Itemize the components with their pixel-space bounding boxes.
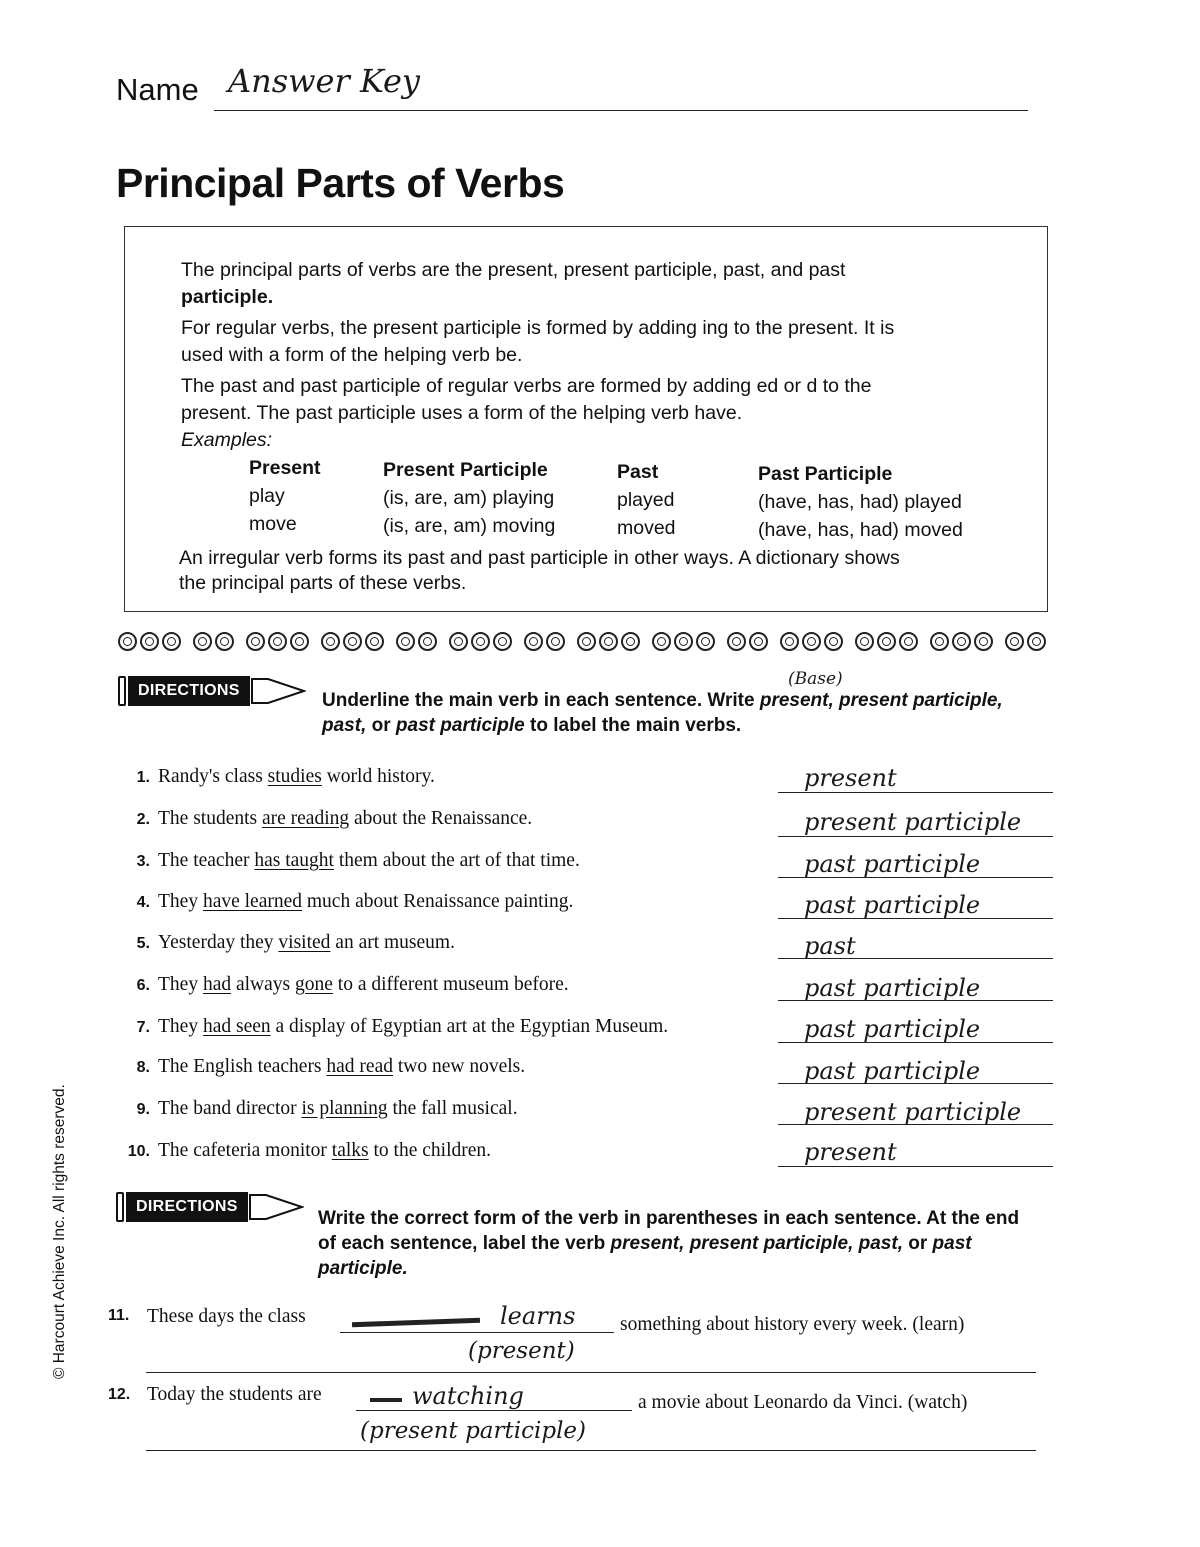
list-item	[112, 891, 772, 913]
sentence-text: world history.	[321, 766, 435, 787]
circle-icon	[365, 632, 384, 651]
main-verb: gone	[295, 974, 333, 995]
sentence-text: Today the students are	[147, 1384, 322, 1405]
sentence-text: a display of Egyptian art at the Egyptian Museum.	[270, 1016, 669, 1037]
circle-icon	[621, 632, 640, 651]
answer-text: past participle	[804, 850, 981, 878]
answer-text: present participle	[804, 1098, 1022, 1126]
circle-icon	[727, 632, 746, 651]
directions-text-part: past	[932, 1233, 972, 1254]
circle-icon	[824, 632, 843, 651]
answer-text: past	[804, 932, 856, 960]
name-value: Answer Key	[228, 62, 420, 100]
answer-text: past participle	[804, 891, 981, 919]
sentence-text: These days the class	[147, 1306, 306, 1327]
directions-text-part: Write the correct form of the verb in parentheses in each sentence. At the end	[318, 1208, 1020, 1229]
answer-text: past participle	[804, 974, 981, 1002]
example-header: Present	[249, 457, 321, 479]
example-cell: moved	[617, 517, 676, 539]
sentence-text: to the children.	[368, 1140, 492, 1161]
circle-icon	[246, 632, 265, 651]
rule-line-5: The past and past participle of regular verbs are formed by adding ed or d to the	[181, 375, 872, 397]
sentence-text: an art museum.	[330, 932, 455, 953]
directions-text-part: past participle	[395, 715, 525, 736]
rule-line-1	[181, 257, 845, 283]
rule-line-3: For regular verbs, the present participle is formed by adding ing to the present. It is	[181, 317, 895, 339]
directions-text-part: present, present participle, past,	[610, 1233, 903, 1254]
directions-label: DIRECTIONS	[126, 1192, 248, 1222]
circle-icon	[140, 632, 159, 651]
circle-icon	[268, 632, 287, 651]
circle-icon	[449, 632, 468, 651]
main-verb: visited	[278, 932, 331, 953]
item-number: 11.	[108, 1307, 130, 1324]
item-number: 3.	[136, 853, 150, 870]
sentence-text: The band director	[158, 1098, 302, 1119]
sentence-text: always	[231, 974, 296, 995]
item-number: 9.	[136, 1101, 150, 1118]
example-cell: played	[617, 489, 675, 511]
circle-icon	[471, 632, 490, 651]
circle-icon	[290, 632, 309, 651]
sentence-text: much about Renaissance painting.	[302, 891, 574, 912]
answer-text: past participle	[804, 1015, 981, 1043]
example-cell: (is, are, am) playing	[383, 487, 555, 509]
item-number: 1.	[136, 769, 150, 786]
circle-icon	[493, 632, 512, 651]
examples-label: Examples:	[181, 429, 273, 451]
rule-line-4: used with a form of the helping verb be.	[181, 344, 523, 366]
circle-icon	[952, 632, 971, 651]
name-line	[214, 110, 1028, 111]
answer-line	[146, 1372, 1036, 1373]
sentence-text: a movie about Leonardo da Vinci. (watch)	[638, 1392, 968, 1413]
example-cell: (have, has, had) played	[758, 491, 962, 513]
rule-text: The principal parts of verbs are the present, present participle, past, and past	[181, 259, 846, 281]
list-item	[112, 850, 772, 872]
answer-text: present participle	[804, 808, 1022, 836]
answer-text: present	[804, 1138, 897, 1166]
pencil-clip-icon	[118, 676, 126, 706]
list-item	[112, 1140, 772, 1162]
copyright-text: © Harcourt Achieve Inc. All rights reserved.	[51, 1084, 68, 1379]
list-item	[112, 974, 772, 996]
sentence-text: about the Renaissance.	[349, 808, 533, 829]
circle-icon	[652, 632, 671, 651]
rule-box	[124, 226, 1048, 612]
directions-tag	[118, 676, 306, 706]
rule-line-6: present. The past participle uses a form of the helping verb have.	[181, 402, 743, 424]
circle-icon	[696, 632, 715, 651]
item-number: 4.	[136, 894, 150, 911]
directions-label: DIRECTIONS	[128, 676, 250, 706]
circle-icon	[193, 632, 212, 651]
sentence-text: to a different museum before.	[332, 974, 569, 995]
example-cell: (have, has, had) moved	[758, 519, 963, 541]
main-verb: talks	[331, 1140, 369, 1161]
main-verb: studies	[267, 766, 322, 787]
circle-icon	[524, 632, 543, 651]
sentence-text: them about the art of that time.	[333, 850, 580, 871]
main-verb: is planning	[301, 1098, 388, 1119]
directions-text-part: to label the main verbs.	[524, 715, 742, 736]
sentence-text: They	[158, 974, 203, 995]
list-item	[112, 1016, 772, 1038]
decorative-circle-row	[118, 632, 1058, 664]
directions-text	[318, 1206, 1078, 1281]
circle-icon	[343, 632, 362, 651]
answer-text: watching	[412, 1382, 524, 1410]
circle-icon	[674, 632, 693, 651]
circle-icon	[802, 632, 821, 651]
circle-icon	[1005, 632, 1024, 651]
sentence-text: They	[158, 891, 203, 912]
directions-text	[322, 688, 1062, 738]
list-item	[112, 808, 772, 830]
directions-text-part: past,	[322, 715, 367, 736]
list-item	[112, 1056, 772, 1078]
circle-icon	[899, 632, 918, 651]
answer-line	[778, 792, 1053, 793]
circle-icon	[1027, 632, 1046, 651]
circle-icon	[396, 632, 415, 651]
answer-text: past participle	[804, 1057, 981, 1085]
circle-icon	[118, 632, 137, 651]
rule-line-2: participle.	[181, 286, 274, 308]
circle-icon	[749, 632, 768, 651]
answer-line	[778, 1166, 1053, 1167]
answer-text: learns	[500, 1302, 576, 1330]
circle-icon	[162, 632, 181, 651]
example-header: Past	[617, 461, 659, 483]
sentence-text: something about history every week. (learn)	[620, 1314, 965, 1335]
circle-icon	[855, 632, 874, 651]
circle-icon	[577, 632, 596, 651]
item-number: 2.	[136, 811, 150, 828]
page-title: Principal Parts of Verbs	[116, 160, 565, 206]
directions-text-part: present, present participle,	[759, 690, 1003, 711]
list-item	[112, 1098, 772, 1120]
directions-text-part: of each sentence, label the verb	[318, 1233, 611, 1254]
rule-line-7: An irregular verb forms its past and past participle in other ways. A dictionary shows	[179, 547, 900, 569]
label-text: (present participle)	[360, 1418, 587, 1444]
directions-text-part: participle.	[318, 1258, 408, 1279]
list-item	[112, 766, 772, 788]
circle-icon	[418, 632, 437, 651]
circle-icon	[930, 632, 949, 651]
item-number: 6.	[136, 977, 150, 994]
scribble-strike	[352, 1318, 480, 1327]
answer-line	[146, 1450, 1036, 1451]
item-number: 8.	[136, 1059, 150, 1076]
example-cell: (is, are, am) moving	[383, 515, 556, 537]
item-number: 12.	[108, 1386, 131, 1403]
sentence-text: Yesterday they	[158, 932, 279, 953]
example-cell: move	[249, 513, 297, 535]
circle-icon	[974, 632, 993, 651]
circle-icon	[546, 632, 565, 651]
example-header: Present Participle	[383, 459, 548, 481]
main-verb: has taught	[254, 850, 334, 871]
arrow-icon	[248, 1192, 304, 1222]
main-verb: had seen	[202, 1016, 271, 1037]
handwritten-note: (Base)	[788, 669, 843, 689]
sentence-text: Randy's class	[158, 766, 268, 787]
directions-text-part: or	[366, 715, 396, 736]
item-number: 10.	[127, 1143, 150, 1160]
circle-icon	[215, 632, 234, 651]
sentence-text: The English teachers	[158, 1056, 327, 1077]
circle-icon	[780, 632, 799, 651]
directions-text-part: Underline the main verb in each sentence. Write	[322, 690, 760, 711]
sentence-text: two new novels.	[393, 1056, 526, 1077]
circle-icon	[599, 632, 618, 651]
list-item	[112, 932, 772, 954]
main-verb: had	[202, 974, 232, 995]
scribble-strike	[370, 1398, 402, 1402]
circle-icon	[877, 632, 896, 651]
sentence-text: They	[158, 1016, 203, 1037]
pencil-clip-icon	[116, 1192, 124, 1222]
answer-line	[356, 1410, 632, 1411]
main-verb: are reading	[261, 808, 350, 829]
sentence-text: The teacher	[158, 850, 255, 871]
example-header: Past Participle	[758, 463, 893, 485]
name-label: Name	[116, 72, 199, 107]
main-verb: had read	[326, 1056, 393, 1077]
sentence-text: the fall musical.	[387, 1098, 518, 1119]
main-verb: have learned	[202, 891, 303, 912]
example-cell: play	[249, 485, 285, 507]
answer-text: present	[804, 764, 897, 792]
item-number: 5.	[136, 935, 150, 952]
answer-line	[778, 836, 1053, 837]
sentence-text: The students	[158, 808, 262, 829]
circle-icon	[321, 632, 340, 651]
label-text: (present)	[468, 1338, 575, 1364]
arrow-icon	[250, 676, 306, 706]
answer-line	[340, 1332, 614, 1333]
sentence-text: The cafeteria monitor	[158, 1140, 332, 1161]
directions-tag	[116, 1192, 304, 1222]
item-number: 7.	[136, 1019, 150, 1036]
rule-line-8: the principal parts of these verbs.	[179, 572, 467, 594]
directions-text-part: or	[902, 1233, 933, 1254]
